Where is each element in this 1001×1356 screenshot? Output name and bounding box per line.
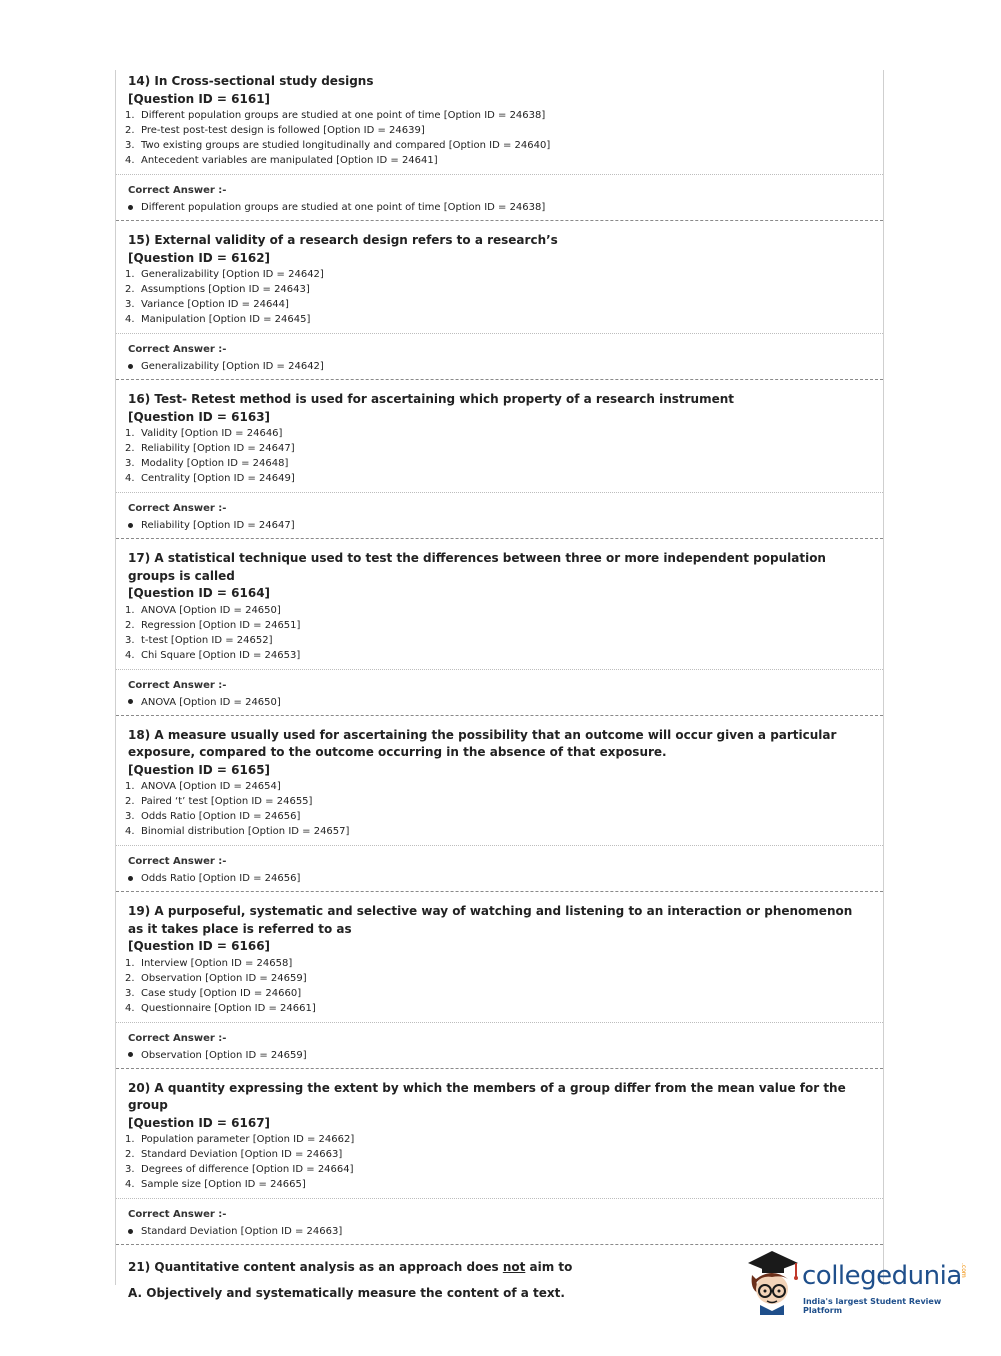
option-text: Assumptions [Option ID = 24643] [141, 284, 310, 295]
question-body [116, 724, 883, 846]
correct-answer-section [116, 1198, 883, 1244]
option-item [125, 153, 871, 168]
question-block [116, 1077, 883, 1246]
bullet-icon [128, 1052, 133, 1057]
option-text: Two existing groups are studied longitudinally and compared [Option ID = 24640] [141, 140, 551, 151]
option-text: Modality [Option ID = 24648] [141, 458, 289, 469]
correct-answer-section [116, 333, 883, 379]
question-divider [116, 220, 883, 221]
question-title: 20) A quantity expressing the extent by which the members of a group differ from the mean value for the group [128, 1080, 846, 1112]
logo-wordmark: collegedunia [802, 1261, 962, 1291]
option-text: Observation [Option ID = 24659] [141, 972, 307, 984]
bullet-icon [128, 876, 133, 881]
option-number: 4. [125, 1002, 135, 1014]
option-item [125, 603, 871, 618]
option-number: 2. [125, 125, 135, 136]
question-id: [Question ID = 6164] [128, 586, 271, 600]
question-divider [116, 1068, 883, 1069]
option-number: 1. [125, 604, 135, 616]
question-title: 19) A purposeful, systematic and selective way of watching and listening to an interaction or phenomenon as it takes place is referred to as [128, 904, 853, 936]
student-mascot-icon [742, 1249, 804, 1319]
correct-answer [128, 870, 871, 887]
option-number: 1. [125, 269, 135, 280]
option-text: ANOVA [Option ID = 24654] [141, 781, 281, 792]
correct-answer-section [116, 1022, 883, 1068]
option-number: 1. [125, 110, 135, 121]
correct-answer-label: Correct Answer :- [128, 503, 227, 514]
statement-a: A. Objectively and systematically measure the content of a text. [128, 1285, 565, 1300]
logo-suffix: .com [960, 1263, 967, 1278]
question-divider [116, 891, 883, 892]
option-text: Chi Square [Option ID = 24653] [141, 649, 301, 661]
correct-answer-text: ANOVA [Option ID = 24650] [141, 696, 281, 708]
option-text: Generalizability [Option ID = 24642] [141, 269, 324, 280]
question-body [116, 229, 883, 333]
option-number: 4. [125, 826, 135, 837]
option-text: Population parameter [Option ID = 24662] [141, 1134, 355, 1145]
option-item [125, 618, 871, 633]
option-item [125, 138, 871, 153]
option-item [125, 456, 871, 471]
question-block [116, 70, 883, 221]
option-item [125, 441, 871, 456]
logo-tagline: India's largest Student Review Platform [803, 1297, 942, 1315]
bullet-icon [128, 205, 133, 210]
option-list [125, 603, 871, 663]
question-title: 18) A measure usually used for ascertaining the possibility that an outcome will occur given a particular exposure, compared to the outcome occurring in the absence of that exposure. [128, 727, 837, 759]
option-item [125, 1147, 871, 1162]
option-item [125, 1162, 871, 1177]
question-title: 15) External validity of a research design refers to a research’s [128, 233, 558, 247]
correct-answer-section [116, 669, 883, 715]
option-number: 2. [125, 796, 135, 807]
option-item [125, 123, 871, 138]
option-text: Different population groups are studied at one point of time [Option ID = 24638] [141, 110, 546, 121]
option-item [125, 267, 871, 282]
option-text: Interview [Option ID = 24658] [141, 957, 293, 969]
option-number: 3. [125, 299, 135, 310]
option-number: 3. [125, 811, 135, 822]
option-text: Sample size [Option ID = 24665] [141, 1179, 306, 1190]
option-number: 3. [125, 458, 135, 469]
option-item [125, 779, 871, 794]
option-item [125, 956, 871, 971]
correct-answer-label: Correct Answer :- [128, 1209, 227, 1220]
option-number: 4. [125, 314, 135, 325]
option-number: 1. [125, 781, 135, 792]
option-text: Degrees of difference [Option ID = 24664] [141, 1164, 354, 1175]
question-block [116, 724, 883, 893]
question-id: [Question ID = 6166] [128, 939, 271, 953]
option-list [125, 956, 871, 1016]
option-number: 4. [125, 1179, 135, 1190]
correct-answer [128, 358, 871, 375]
question-body [116, 1077, 883, 1199]
bullet-icon [128, 1229, 133, 1234]
question-id: [Question ID = 6163] [128, 409, 271, 424]
option-number: 4. [125, 155, 135, 166]
correct-answer-section [116, 492, 883, 538]
option-text: Centrality [Option ID = 24649] [141, 473, 295, 484]
option-item [125, 1001, 871, 1016]
option-item [125, 282, 871, 297]
question-block [116, 229, 883, 380]
option-text: Questionnaire [Option ID = 24661] [141, 1002, 316, 1014]
option-list [125, 1132, 871, 1192]
option-number: 2. [125, 1149, 135, 1160]
option-item [125, 794, 871, 809]
option-number: 2. [125, 619, 135, 631]
question-divider [116, 538, 883, 539]
question-id: [Question ID = 6161] [128, 91, 271, 106]
question-body [116, 547, 883, 669]
option-item [125, 312, 871, 327]
correct-answer-label: Correct Answer :- [128, 1032, 227, 1044]
option-item [125, 971, 871, 986]
question-body [116, 900, 883, 1022]
question-block [116, 547, 883, 716]
option-item [125, 108, 871, 123]
option-item [125, 297, 871, 312]
question-block [116, 388, 883, 539]
correct-answer-label: Correct Answer :- [128, 679, 227, 691]
bullet-icon [128, 364, 133, 369]
option-item [125, 648, 871, 663]
question-divider [116, 1244, 883, 1245]
option-number: 1. [125, 1134, 135, 1145]
option-text: Manipulation [Option ID = 24645] [141, 314, 311, 325]
correct-answer [128, 1223, 871, 1240]
option-text: ANOVA [Option ID = 24650] [141, 604, 281, 616]
option-number: 4. [125, 649, 135, 661]
option-number: 3. [125, 1164, 135, 1175]
correct-answer [128, 694, 871, 711]
question-id: [Question ID = 6165] [128, 762, 271, 777]
option-item [125, 809, 871, 824]
option-text: Odds Ratio [Option ID = 24656] [141, 811, 301, 822]
question-title: 16) Test- Retest method is used for ascertaining which property of a research instrument [128, 392, 735, 406]
option-text: Binomial distribution [Option ID = 24657] [141, 826, 350, 837]
question-body [116, 388, 883, 492]
option-item [125, 986, 871, 1001]
option-text: Variance [Option ID = 24644] [141, 299, 289, 310]
option-list [125, 426, 871, 486]
option-number: 3. [125, 987, 135, 999]
option-number: 3. [125, 140, 135, 151]
question-title: 21) Quantitative content analysis as an approach does not aim to [128, 1260, 573, 1274]
bullet-icon [128, 699, 133, 704]
option-number: 1. [125, 957, 135, 969]
question-id: [Question ID = 6167] [128, 1115, 271, 1130]
correct-answer-text: Different population groups are studied at one point of time [Option ID = 24638] [141, 202, 546, 213]
option-number: 1. [125, 428, 135, 439]
option-text: Reliability [Option ID = 24647] [141, 443, 295, 454]
question-block [116, 900, 883, 1069]
option-text: Paired ‘t’ test [Option ID = 24655] [141, 796, 313, 807]
option-number: 4. [125, 473, 135, 484]
option-text: Regression [Option ID = 24651] [141, 619, 301, 631]
option-text: Standard Deviation [Option ID = 24663] [141, 1149, 343, 1160]
option-text: t-test [Option ID = 24652] [141, 634, 273, 646]
correct-answer-text: Odds Ratio [Option ID = 24656] [141, 873, 301, 884]
option-number: 3. [125, 634, 135, 646]
question-list [116, 70, 883, 1245]
option-item [125, 824, 871, 839]
question-divider [116, 379, 883, 380]
option-item [125, 471, 871, 486]
option-list [125, 267, 871, 327]
correct-answer-label: Correct Answer :- [128, 185, 227, 196]
question-title: 17) A statistical technique used to test the differences between three or more independent population groups is called [128, 551, 826, 583]
option-text: Pre-test post-test design is followed [Option ID = 24639] [141, 125, 425, 136]
question-body [116, 70, 883, 174]
option-number: 2. [125, 284, 135, 295]
option-item [125, 1132, 871, 1147]
correct-answer-text: Standard Deviation [Option ID = 24663] [141, 1226, 343, 1237]
option-text: Case study [Option ID = 24660] [141, 987, 302, 999]
question-id: [Question ID = 6162] [128, 250, 271, 265]
option-item [125, 426, 871, 441]
option-text: Antecedent variables are manipulated [Option ID = 24641] [141, 155, 438, 166]
correct-answer-text: Generalizability [Option ID = 24642] [141, 361, 324, 372]
correct-answer-section [116, 174, 883, 220]
correct-answer-text: Reliability [Option ID = 24647] [141, 520, 295, 531]
correct-answer-label: Correct Answer :- [128, 856, 227, 867]
correct-answer [128, 199, 871, 216]
option-item [125, 633, 871, 648]
correct-answer-section [116, 845, 883, 891]
question-divider [116, 715, 883, 716]
correct-answer [128, 517, 871, 534]
option-list [125, 779, 871, 839]
option-number: 2. [125, 972, 135, 984]
correct-answer-text: Observation [Option ID = 24659] [141, 1049, 307, 1061]
option-item [125, 1177, 871, 1192]
bullet-icon [128, 523, 133, 528]
correct-answer-label: Correct Answer :- [128, 344, 227, 355]
correct-answer [128, 1047, 871, 1064]
question-title: 14) In Cross-sectional study designs [128, 74, 374, 88]
option-text: Validity [Option ID = 24646] [141, 428, 283, 439]
option-number: 2. [125, 443, 135, 454]
option-list [125, 108, 871, 168]
collegedunia-logo [742, 1249, 972, 1319]
